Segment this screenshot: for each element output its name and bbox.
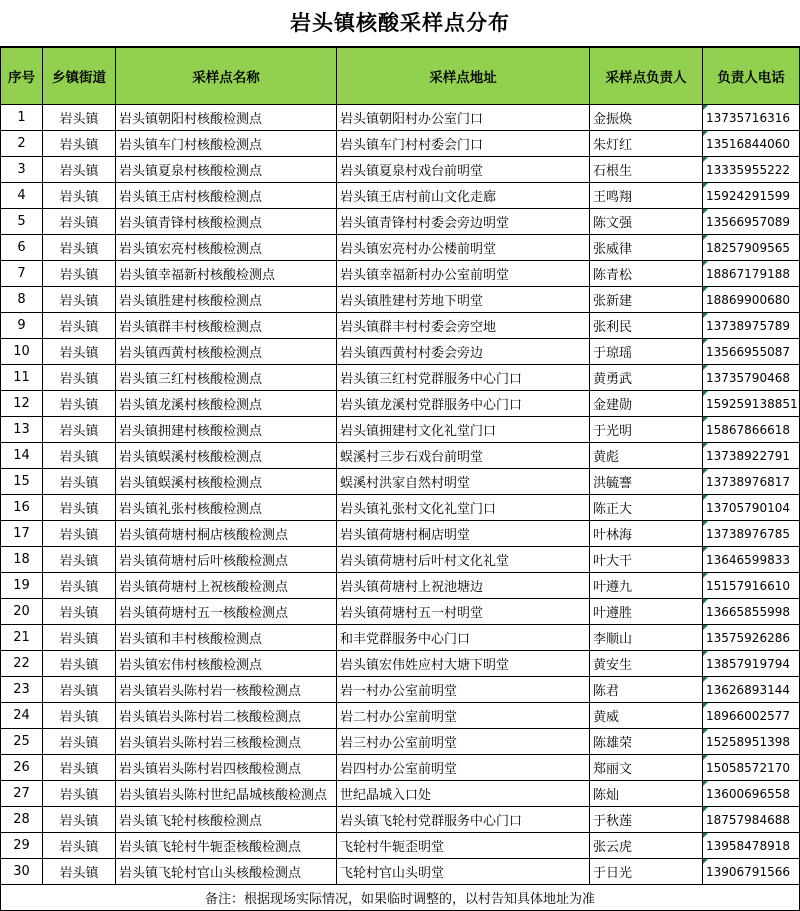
cell-name[interactable]: 岩头镇胜建村核酸检测点 <box>116 287 337 313</box>
cell-address[interactable]: 岩头镇龙溪村党群服务中心门口 <box>337 391 590 417</box>
cell-person[interactable]: 张利民 <box>590 313 703 339</box>
table-row <box>1 209 800 235</box>
cell-person[interactable]: 张云虎 <box>590 833 703 859</box>
cell-idx[interactable]: 2 <box>1 131 43 157</box>
cell-town[interactable]: 岩头镇 <box>43 131 116 157</box>
cell-person[interactable]: 金建勋 <box>590 391 703 417</box>
cell-person[interactable]: 叶林海 <box>590 521 703 547</box>
cell-town[interactable]: 岩头镇 <box>43 443 116 469</box>
cell-phone[interactable]: 13735716316 <box>703 105 800 131</box>
table-row <box>1 495 800 521</box>
col-header-person[interactable]: 采样点负责人 <box>590 48 703 105</box>
table-row <box>1 105 800 131</box>
cell-phone[interactable]: 13566957089 <box>703 209 800 235</box>
table-row <box>1 755 800 781</box>
sampling-points-table <box>0 47 800 911</box>
table-row <box>1 729 800 755</box>
cell-address[interactable]: 岩头镇礼张村文化礼堂门口 <box>337 495 590 521</box>
cell-person[interactable]: 叶大干 <box>590 547 703 573</box>
cell-town[interactable]: 岩头镇 <box>43 547 116 573</box>
cell-phone[interactable]: 13646599833 <box>703 547 800 573</box>
cell-phone[interactable]: 13738976785 <box>703 521 800 547</box>
cell-town[interactable]: 岩头镇 <box>43 235 116 261</box>
table-row <box>1 781 800 807</box>
cell-phone[interactable]: 13600696558 <box>703 781 800 807</box>
cell-name[interactable]: 岩头镇和丰村核酸检测点 <box>116 625 337 651</box>
table-row <box>1 807 800 833</box>
table-row <box>1 287 800 313</box>
cell-address[interactable]: 飞轮村官山头明堂 <box>337 859 590 885</box>
cell-idx[interactable]: 23 <box>1 677 43 703</box>
cell-address[interactable]: 岩头镇胜建村芳地下明堂 <box>337 287 590 313</box>
cell-address[interactable]: 岩头镇夏泉村戏台前明堂 <box>337 157 590 183</box>
cell-town[interactable]: 岩头镇 <box>43 209 116 235</box>
table-row <box>1 573 800 599</box>
table-row <box>1 313 800 339</box>
cell-person[interactable]: 朱灯红 <box>590 131 703 157</box>
table-row <box>1 183 800 209</box>
cell-town[interactable]: 岩头镇 <box>43 755 116 781</box>
cell-town[interactable]: 岩头镇 <box>43 833 116 859</box>
cell-town[interactable]: 岩头镇 <box>43 313 116 339</box>
cell-name[interactable]: 岩头镇宏伟村核酸检测点 <box>116 651 337 677</box>
cell-address[interactable]: 岩头镇三红村党群服务中心门口 <box>337 365 590 391</box>
cell-address[interactable]: 岩头镇幸福新村办公室前明堂 <box>337 261 590 287</box>
table-row <box>1 521 800 547</box>
cell-person[interactable]: 陈文强 <box>590 209 703 235</box>
cell-person[interactable]: 金振焕 <box>590 105 703 131</box>
cell-address[interactable]: 世纪晶城入口处 <box>337 781 590 807</box>
cell-phone[interactable]: 13566955087 <box>703 339 800 365</box>
cell-idx[interactable]: 4 <box>1 183 43 209</box>
cell-name[interactable]: 岩头镇飞轮村核酸检测点 <box>116 807 337 833</box>
cell-phone[interactable]: 15058572170 <box>703 755 800 781</box>
cell-idx[interactable]: 30 <box>1 859 43 885</box>
table-row <box>1 417 800 443</box>
cell-town[interactable]: 岩头镇 <box>43 469 116 495</box>
cell-address[interactable]: 岩头镇群丰村村委会旁空地 <box>337 313 590 339</box>
cell-address[interactable]: 蜈溪村三步石戏台前明堂 <box>337 443 590 469</box>
cell-idx[interactable]: 3 <box>1 157 43 183</box>
cell-name[interactable]: 岩头镇群丰村核酸检测点 <box>116 313 337 339</box>
cell-phone[interactable]: 18869900680 <box>703 287 800 313</box>
cell-person[interactable]: 李顺山 <box>590 625 703 651</box>
cell-name[interactable]: 岩头镇蜈溪村核酸检测点 <box>116 469 337 495</box>
cell-town[interactable]: 岩头镇 <box>43 417 116 443</box>
cell-idx[interactable]: 5 <box>1 209 43 235</box>
cell-address[interactable]: 岩头镇宏伟姓应村大塘下明堂 <box>337 651 590 677</box>
cell-phone[interactable]: 15924291599 <box>703 183 800 209</box>
cell-idx[interactable]: 15 <box>1 469 43 495</box>
cell-phone[interactable]: 13857919794 <box>703 651 800 677</box>
cell-person[interactable]: 黄威 <box>590 703 703 729</box>
cell-phone[interactable]: 15258951398 <box>703 729 800 755</box>
cell-idx[interactable]: 20 <box>1 599 43 625</box>
cell-town[interactable]: 岩头镇 <box>43 365 116 391</box>
cell-idx[interactable]: 24 <box>1 703 43 729</box>
cell-name[interactable]: 岩头镇蜈溪村核酸检测点 <box>116 443 337 469</box>
cell-name[interactable]: 岩头镇朝阳村核酸检测点 <box>116 105 337 131</box>
note-cell[interactable]: 备注：根据现场实际情况，如果临时调整的，以村告知具体地址为准 <box>1 885 800 911</box>
cell-idx[interactable]: 19 <box>1 573 43 599</box>
cell-address[interactable]: 岩头镇荷塘村桐店明堂 <box>337 521 590 547</box>
table-row <box>1 703 800 729</box>
cell-name[interactable]: 岩头镇岩头陈村岩二核酸检测点 <box>116 703 337 729</box>
cell-phone[interactable]: 13575926286 <box>703 625 800 651</box>
cell-idx[interactable]: 1 <box>1 105 43 131</box>
cell-phone[interactable]: 13906791566 <box>703 859 800 885</box>
col-header-name[interactable]: 采样点名称 <box>116 48 337 105</box>
table-row <box>1 443 800 469</box>
cell-phone[interactable]: 13516844060 <box>703 131 800 157</box>
cell-phone[interactable]: 18867179188 <box>703 261 800 287</box>
cell-person[interactable]: 王鸣翔 <box>590 183 703 209</box>
cell-address[interactable]: 岩头镇荷塘村上祝池塘边 <box>337 573 590 599</box>
cell-person[interactable]: 叶遵胜 <box>590 599 703 625</box>
cell-idx[interactable]: 13 <box>1 417 43 443</box>
cell-address[interactable]: 岩二村办公室前明堂 <box>337 703 590 729</box>
cell-person[interactable]: 陈青松 <box>590 261 703 287</box>
cell-name[interactable]: 岩头镇车门村核酸检测点 <box>116 131 337 157</box>
cell-name[interactable]: 岩头镇荷塘村后叶核酸检测点 <box>116 547 337 573</box>
cell-phone[interactable]: 13735790468 <box>703 365 800 391</box>
table-row <box>1 157 800 183</box>
cell-idx[interactable]: 26 <box>1 755 43 781</box>
cell-idx[interactable]: 6 <box>1 235 43 261</box>
cell-phone[interactable]: 13738922791 <box>703 443 800 469</box>
table-row <box>1 651 800 677</box>
table-row <box>1 131 800 157</box>
cell-address[interactable]: 蜈溪村洪家自然村明堂 <box>337 469 590 495</box>
cell-idx[interactable]: 7 <box>1 261 43 287</box>
cell-town[interactable]: 岩头镇 <box>43 261 116 287</box>
table-body <box>1 105 800 885</box>
cell-phone[interactable]: 13665855998 <box>703 599 800 625</box>
cell-idx[interactable]: 29 <box>1 833 43 859</box>
cell-address[interactable]: 岩头镇荷塘村五一村明堂 <box>337 599 590 625</box>
cell-address[interactable]: 岩四村办公室前明堂 <box>337 755 590 781</box>
cell-town[interactable]: 岩头镇 <box>43 781 116 807</box>
cell-name[interactable]: 岩头镇荷塘村上祝核酸检测点 <box>116 573 337 599</box>
cell-idx[interactable]: 16 <box>1 495 43 521</box>
cell-person[interactable]: 张威律 <box>590 235 703 261</box>
cell-idx[interactable]: 10 <box>1 339 43 365</box>
cell-idx[interactable]: 9 <box>1 313 43 339</box>
cell-address[interactable]: 岩头镇车门村村委会门口 <box>337 131 590 157</box>
cell-address[interactable]: 岩头镇拥建村文化礼堂门口 <box>337 417 590 443</box>
cell-name[interactable]: 岩头镇岩头陈村岩三核酸检测点 <box>116 729 337 755</box>
cell-name[interactable]: 岩头镇拥建村核酸检测点 <box>116 417 337 443</box>
cell-address[interactable]: 岩头镇荷塘村后叶村文化礼堂 <box>337 547 590 573</box>
table-row <box>1 365 800 391</box>
table-row <box>1 677 800 703</box>
cell-name[interactable]: 岩头镇西黄村核酸检测点 <box>116 339 337 365</box>
cell-address[interactable]: 岩一村办公室前明堂 <box>337 677 590 703</box>
table-header-row <box>1 48 800 105</box>
cell-address[interactable]: 岩三村办公室前明堂 <box>337 729 590 755</box>
sheet-title: 岩头镇核酸采样点分布 <box>0 0 800 47</box>
table-row <box>1 625 800 651</box>
cell-phone[interactable]: 159259138851 <box>703 391 800 417</box>
cell-name[interactable]: 岩头镇荷塘村桐店核酸检测点 <box>116 521 337 547</box>
cell-idx[interactable]: 18 <box>1 547 43 573</box>
cell-town[interactable]: 岩头镇 <box>43 339 116 365</box>
cell-person[interactable]: 陈正大 <box>590 495 703 521</box>
table-row <box>1 599 800 625</box>
cell-name[interactable]: 岩头镇龙溪村核酸检测点 <box>116 391 337 417</box>
table-row <box>1 469 800 495</box>
cell-name[interactable]: 岩头镇飞轮村官山头核酸检测点 <box>116 859 337 885</box>
cell-town[interactable]: 岩头镇 <box>43 105 116 131</box>
cell-name[interactable]: 岩头镇宏亮村核酸检测点 <box>116 235 337 261</box>
table-row <box>1 833 800 859</box>
cell-name[interactable]: 岩头镇夏泉村核酸检测点 <box>116 157 337 183</box>
cell-person[interactable]: 陈雄荣 <box>590 729 703 755</box>
cell-name[interactable]: 岩头镇礼张村核酸检测点 <box>116 495 337 521</box>
cell-name[interactable]: 岩头镇岩头陈村岩一核酸检测点 <box>116 677 337 703</box>
cell-person[interactable]: 陈灿 <box>590 781 703 807</box>
cell-address[interactable]: 岩头镇飞轮村党群服务中心门口 <box>337 807 590 833</box>
cell-person[interactable]: 石根生 <box>590 157 703 183</box>
note-row <box>1 885 800 911</box>
cell-person[interactable]: 陈君 <box>590 677 703 703</box>
cell-name[interactable]: 岩头镇岩头陈村世纪晶城核酸检测点 <box>116 781 337 807</box>
cell-person[interactable]: 于光明 <box>590 417 703 443</box>
cell-town[interactable]: 岩头镇 <box>43 729 116 755</box>
cell-idx[interactable]: 14 <box>1 443 43 469</box>
cell-idx[interactable]: 11 <box>1 365 43 391</box>
cell-idx[interactable]: 17 <box>1 521 43 547</box>
cell-town[interactable]: 岩头镇 <box>43 391 116 417</box>
cell-person[interactable]: 黄安生 <box>590 651 703 677</box>
cell-address[interactable]: 和丰党群服务中心门口 <box>337 625 590 651</box>
cell-phone[interactable]: 13738975789 <box>703 313 800 339</box>
cell-phone[interactable]: 13705790104 <box>703 495 800 521</box>
cell-name[interactable]: 岩头镇荷塘村五一核酸检测点 <box>116 599 337 625</box>
cell-person[interactable]: 洪毓謇 <box>590 469 703 495</box>
cell-town[interactable]: 岩头镇 <box>43 183 116 209</box>
cell-town[interactable]: 岩头镇 <box>43 599 116 625</box>
cell-phone[interactable]: 15157916610 <box>703 573 800 599</box>
cell-phone[interactable]: 13626893144 <box>703 677 800 703</box>
table-row <box>1 859 800 885</box>
cell-name[interactable]: 岩头镇岩头陈村岩四核酸检测点 <box>116 755 337 781</box>
col-header-phone[interactable]: 负责人电话 <box>703 48 800 105</box>
cell-person[interactable]: 叶遵九 <box>590 573 703 599</box>
cell-person[interactable]: 郑丽文 <box>590 755 703 781</box>
cell-name[interactable]: 岩头镇王店村核酸检测点 <box>116 183 337 209</box>
cell-town[interactable]: 岩头镇 <box>43 495 116 521</box>
table-row <box>1 235 800 261</box>
col-header-town[interactable]: 乡镇街道 <box>43 48 116 105</box>
cell-name[interactable]: 岩头镇飞轮村牛轭歪核酸检测点 <box>116 833 337 859</box>
cell-town[interactable]: 岩头镇 <box>43 287 116 313</box>
cell-phone[interactable]: 18757984688 <box>703 807 800 833</box>
cell-name[interactable]: 岩头镇幸福新村核酸检测点 <box>116 261 337 287</box>
table-row <box>1 339 800 365</box>
cell-person[interactable]: 张新建 <box>590 287 703 313</box>
cell-town[interactable]: 岩头镇 <box>43 157 116 183</box>
cell-name[interactable]: 岩头镇青锋村核酸检测点 <box>116 209 337 235</box>
cell-phone[interactable]: 13335955222 <box>703 157 800 183</box>
col-header-address[interactable]: 采样点地址 <box>337 48 590 105</box>
cell-address[interactable]: 岩头镇西黄村村委会旁边 <box>337 339 590 365</box>
cell-idx[interactable]: 12 <box>1 391 43 417</box>
table-row <box>1 391 800 417</box>
cell-phone[interactable]: 13958478918 <box>703 833 800 859</box>
cell-phone[interactable]: 18966002577 <box>703 703 800 729</box>
cell-person[interactable]: 黄勇武 <box>590 365 703 391</box>
cell-idx[interactable]: 28 <box>1 807 43 833</box>
cell-idx[interactable]: 25 <box>1 729 43 755</box>
cell-person[interactable]: 于秋莲 <box>590 807 703 833</box>
cell-phone[interactable]: 18257909565 <box>703 235 800 261</box>
cell-town[interactable]: 岩头镇 <box>43 859 116 885</box>
cell-address[interactable]: 飞轮村牛轭歪明堂 <box>337 833 590 859</box>
cell-town[interactable]: 岩头镇 <box>43 677 116 703</box>
cell-name[interactable]: 岩头镇三红村核酸检测点 <box>116 365 337 391</box>
cell-town[interactable]: 岩头镇 <box>43 573 116 599</box>
cell-address[interactable]: 岩头镇宏亮村办公楼前明堂 <box>337 235 590 261</box>
cell-person[interactable]: 于日光 <box>590 859 703 885</box>
cell-address[interactable]: 岩头镇王店村前山文化走廊 <box>337 183 590 209</box>
cell-town[interactable]: 岩头镇 <box>43 651 116 677</box>
cell-phone[interactable]: 13738976817 <box>703 469 800 495</box>
cell-town[interactable]: 岩头镇 <box>43 807 116 833</box>
cell-address[interactable]: 岩头镇青锋村村委会旁边明堂 <box>337 209 590 235</box>
cell-address[interactable]: 岩头镇朝阳村办公室门口 <box>337 105 590 131</box>
table-row <box>1 261 800 287</box>
cell-person[interactable]: 于琼瑶 <box>590 339 703 365</box>
table-row <box>1 547 800 573</box>
cell-idx[interactable]: 27 <box>1 781 43 807</box>
cell-town[interactable]: 岩头镇 <box>43 703 116 729</box>
col-header-idx[interactable]: 序号 <box>1 48 43 105</box>
cell-idx[interactable]: 21 <box>1 625 43 651</box>
cell-idx[interactable]: 8 <box>1 287 43 313</box>
cell-phone[interactable]: 15867866618 <box>703 417 800 443</box>
cell-town[interactable]: 岩头镇 <box>43 625 116 651</box>
cell-town[interactable]: 岩头镇 <box>43 521 116 547</box>
cell-person[interactable]: 黄彪 <box>590 443 703 469</box>
cell-idx[interactable]: 22 <box>1 651 43 677</box>
